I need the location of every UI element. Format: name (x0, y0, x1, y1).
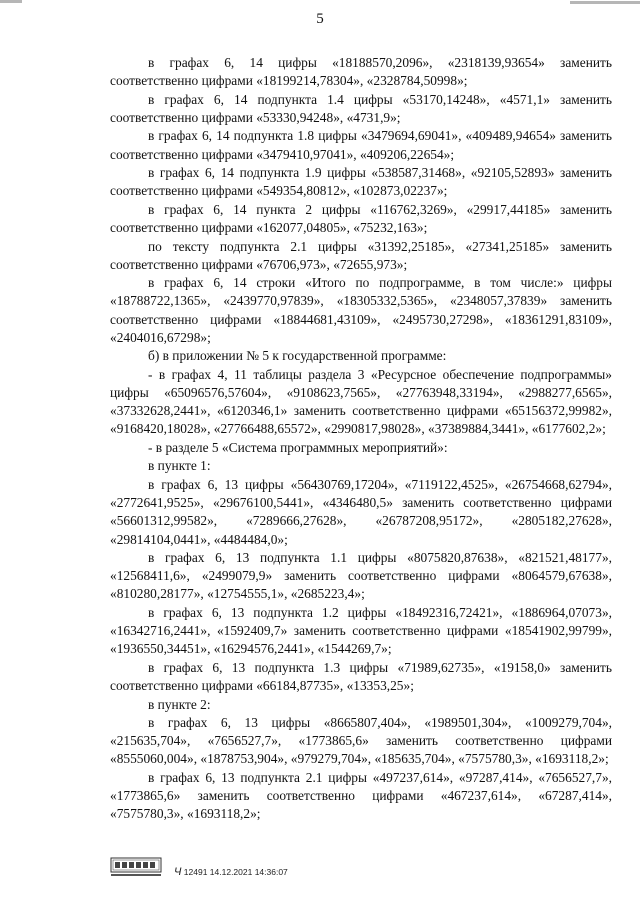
paragraph: в графах 6, 14 цифры «18188570,2096», «2318139,93654» заменить соответственно цифрами «18199214,78304», «2328784,50998»; (110, 55, 612, 89)
page-number: 5 (316, 11, 324, 27)
paragraph: в графах 6, 14 пункта 2 цифры «116762,3269», «29917,44185» заменить соответственно цифрами «162077,04805», «75232,163»; (110, 201, 612, 236)
footer-reference: 12491 14.12.2021 14:36:07 (183, 867, 288, 877)
paragraph: в пункте 1: (148, 458, 211, 474)
paragraph: в графах 6, 14 строки «Итого по подпрограмме, в том числе:» цифры «18788722,1365», «2439770,97839», «18305332,5365», «2348057,37839» заменить соответственно цифрами «18844681,43109», «2495730,27298», «18361291,83109», «2404016,67298»; (110, 275, 612, 345)
document-registration-stamp (174, 866, 288, 878)
paragraph: в графах 6, 13 подпункта 1.3 цифры «71989,62735», «19158,0» заменить соответственно цифрами «66184,87735», «13353,25»; (110, 659, 612, 694)
paragraph: в графах 6, 13 подпункта 1.2 цифры «18492316,72421», «1886964,07073», «16342716,2441», «1592409,7» заменить соответственно цифрами «18541902,99799», «1936550,34451», «16294576,2441», «1544269,7»; (110, 604, 612, 657)
paragraph: в графах 6, 13 подпункта 1.1 цифры «8075820,87638», «821521,48177», «12568411,6», «2499079,9» заменить соответственно цифрами «8064579,67638», «810280,28177», «12754555,1», «2685223,4»; (110, 550, 612, 602)
paragraph: в графах 6, 13 цифры «8665807,404», «1989501,304», «1009279,704», «215635,704», «7656527,7», «1773865,6» заменить соответственно цифрами «8555060,004», «1878753,904», «979279,704», «185635,704», «7575780,3», «1693118,2»; (110, 715, 612, 767)
scan-artifact-right (570, 1, 640, 4)
paragraph: - в графах 4, 11 таблицы раздела 3 «Ресурсное обеспечение подпрограммы» цифры «65096576,57604», «9108623,7565», «27763948,33194», «2988277,6565», «37332628,2441», «6120346,1» заменить соответственно цифрами «65156372,99982», «9168420,18028», «27766488,65572», «2990817,98028», «37389884,3441», «6177602,2»; (110, 366, 612, 437)
paragraph: в графах 6, 14 подпункта 1.8 цифры «3479694,69041», «409489,94654» заменить соответственно цифрами «3479410,97041», «409206,22654»; (110, 128, 612, 162)
paragraph: - в разделе 5 «Система программных мероприятий»: (148, 439, 448, 455)
document-footer (110, 852, 410, 882)
paragraph: в графах 6, 13 подпункта 2.1 цифры «497237,614», «97287,414», «7656527,7», «1773865,6» заменить соответственно цифрами «467237,614», «67287,414», «7575780,3», «1693118,2»; (110, 769, 612, 822)
paragraph: б) в приложении № 5 к государственной программе: (148, 348, 447, 364)
paragraph: в графах 6, 13 цифры «56430769,17204», «7119122,4525», «26754668,62794», «2772641,9525», «29676100,5441», «4346480,5» заменить соответственно цифрами «56601312,99582», «7289666,27628», «26787208,95172», «2805182,27628», «29814104,0441», «4484484,0»; (110, 476, 612, 547)
paragraph: в графах 6, 14 подпункта 1.4 цифры «53170,14248», «4571,1» заменить соответственно цифрами «53330,94248», «4731,9»; (110, 91, 612, 125)
paragraph: в графах 6, 14 подпункта 1.9 цифры «538587,31468», «92105,52893» заменить соответственно цифрами «549354,80812», «102873,02237»; (110, 165, 612, 199)
paragraph: в пункте 2: (148, 696, 211, 712)
document-body (110, 54, 612, 824)
footer-mark: Ч (174, 866, 182, 878)
document-stamp-icon (110, 856, 162, 878)
paragraph: по тексту подпункта 2.1 цифры «31392,25185», «27341,25185» заменить соответственно цифрами «76706,973», «72655,973»; (110, 238, 612, 272)
scan-artifact-left (0, 0, 22, 3)
